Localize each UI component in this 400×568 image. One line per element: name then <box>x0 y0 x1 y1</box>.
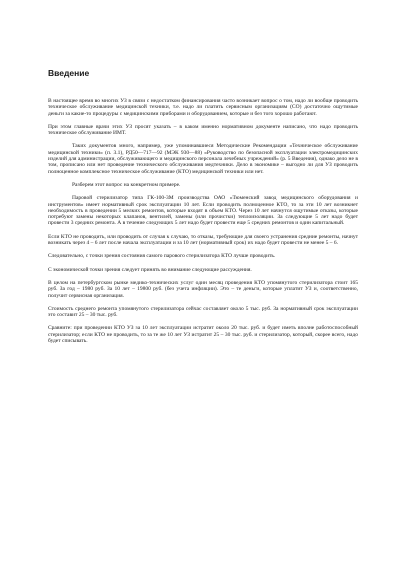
document-body <box>48 98 358 351</box>
paragraph-example-lead: Разберем этот вопрос на конкретном примере. <box>72 181 181 188</box>
paragraph-conclusion: Следовательно, с точки зрения состояния самого парового стерилизатора КТО лучше проводить. <box>48 253 276 260</box>
paragraph-sterilizer: Паровой стерилизатор типа ГК-100-3М производства ОАО «Тюменский завод медицинского оборудования и инструментов» имеет нормативный срок эксплуатации 10 лет. Если проводить полноценное КТО, то за эти 10 лет возникнет необходимость в проведении 5 мелких ремонтов, которые входят в объем КТО. Через 10 лет начнутся ощутимые отказы, которые потребуют замены некоторых клапанов, вентилей, замены (или прочистки) теплоизоляции. За следующие 5 лет надо будет провести 3 средних ремонта. А в течение следующих 5 лет надо будет провести еще 5 средних ремонтов и один капитальный. <box>48 195 358 227</box>
paragraph-documents: Таких документов много, например, уже упоминавшиеся Методические Рекомендации «Техническое обслуживание медицинской техники» (п. 3.1), РД50—717—92 (МЭК 930—88) «Руководство по безопасной эксплуатации электромедицинских изделий для администрации, обслуживающего и медицинского персонала лечебных учреждений» (р. 5 Введения), однако дело не в том, прописано или нет проведение технического обслуживания медтехники. Дело в экономике – выгодно ли для УЗ проводить полноценное комплексное техническое обслуживание (КТО) медицинской техники или нет. <box>48 143 358 175</box>
paragraph-chief-doctors: При этом главные врачи этих УЗ просят указать – в каком именно нормативном документе написано, что надо проводить техническое обслуживание ИМТ. <box>48 123 358 137</box>
paragraph-economic: С экономической точки зрения следует принять во внимание следующие рассуждения. <box>48 266 252 273</box>
paragraph-no-kto: Если КТО не проводить, или проводить от случая к случаю, то отказы, требующие для своего устранения средние ремонты, начнут возникать через 4 – 6 лет после начала эксплуатации и за 10 лет (нормативный срок) их надо будет провести не менее 5 – 6. <box>48 233 358 247</box>
paragraph-compare: Сравните: при проведении КТО УЗ за 10 лет эксплуатации истратит около 20 тыс. руб. и будет иметь вполне работоспособный стерилизатор; если КТО не проводить, то за те же 10 лет УЗ истратит 25 – 30 тыс. руб. и стерилизатор, который, скорее всего, надо будет списывать. <box>48 325 358 345</box>
paragraph-repair-cost: Стоимость среднего ремонта упомянутого стерилизатора сейчас составляет около 5 тыс. руб. За нормативный срок эксплуатации это составит 25 – 30 тыс. руб. <box>48 305 358 319</box>
page-title: Введение <box>48 68 90 78</box>
paragraph-market: В целом на петербургском рынке медико-технических услуг один месяц проведения КТО упомянутого стерилизатора стоит 165 руб. За год – 1980 руб. За 10 лет – 19800 руб. (без учета инфляции). Это – те деньги, которые уплатит УЗ и, соответственно, получит сервисная организация. <box>48 279 358 299</box>
paragraph-intro: В настоящее время во многих УЗ в связи с недостатком финансирования часто возникает вопрос о том, надо ли вообще проводить техническое обслуживание медицинской техники, т.е. надо ли платить сервисным организациям (СО) достаточно ощутимые деньги за какие-то процедуры с медицинскими приборами и оборудованием, которые и без того хорошо работают. <box>48 98 358 117</box>
